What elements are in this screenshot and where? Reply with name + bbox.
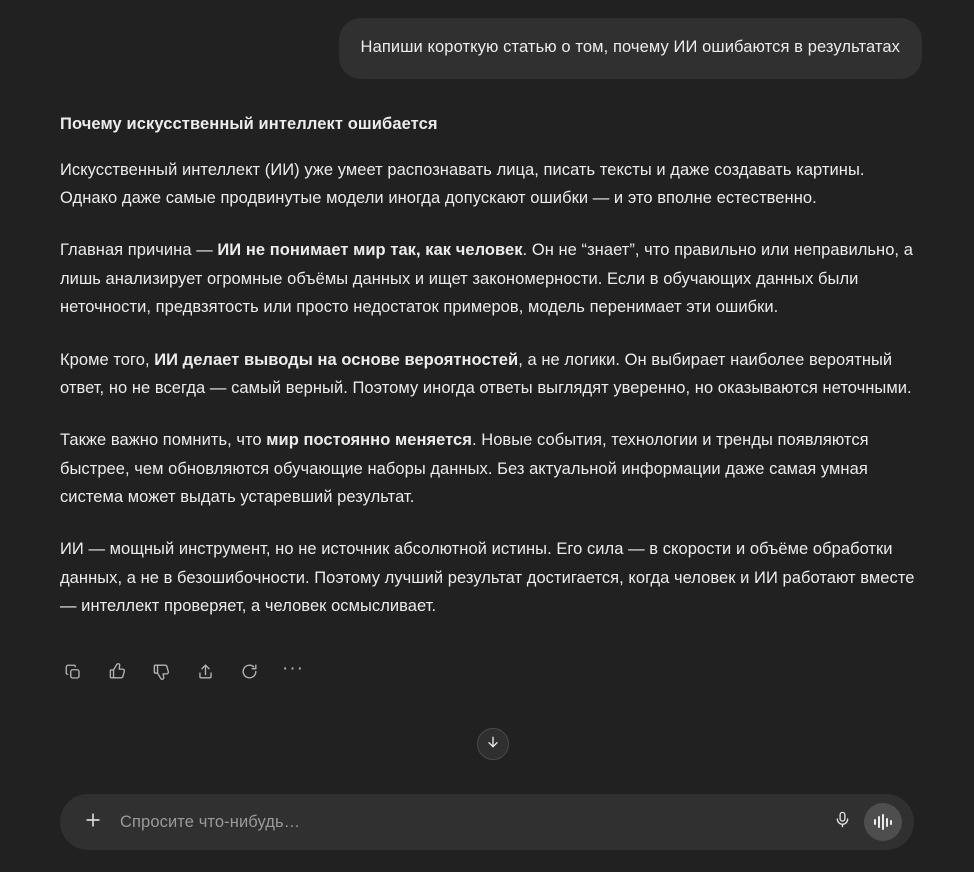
emphasis-text: ИИ не понимает мир так, как человек [217,241,523,260]
message-input[interactable] [108,813,826,832]
message-action-bar [0,645,974,685]
plus-icon [83,810,103,835]
share-button[interactable] [192,659,218,685]
more-options-icon: ··· [282,657,304,679]
thumbs-up-icon [108,662,127,681]
user-message-row [0,18,974,79]
assistant-paragraph [60,346,922,403]
assistant-paragraph [60,535,922,620]
assistant-paragraph [60,426,922,511]
body-text: Главная причина — [60,241,218,260]
attach-button[interactable] [78,807,108,837]
body-text: . Он не “знает”, что правильно или неправильно, а лишь анализирует огромные объёмы данных и ищет закономерности. Если в обучающих данных были неточности, предвзятость или просто недостаток примеров, модель перенимает эти ошибки. [60,241,913,317]
assistant-body [60,156,922,621]
voice-mode-icon [874,814,892,830]
body-text: Также важно помнить, что [60,431,267,450]
assistant-paragraph [60,156,922,213]
thumbs-down-icon [152,662,171,681]
regenerate-icon [240,662,259,681]
regenerate-button[interactable] [236,659,262,685]
assistant-paragraph [60,236,922,321]
thumbs-down-button[interactable] [148,659,174,685]
composer[interactable] [60,794,914,850]
body-text: , а не логики. Он выбирает наиболее вероятный ответ, но не всегда — самый верный. Поэтому иногда ответы выглядят уверенно, но оказываются неточными. [60,350,912,397]
composer-container [0,794,974,872]
assistant-message [0,79,974,621]
body-text: Искусственный интеллект (ИИ) уже умеет распознавать лица, писать тексты и даже создавать картины. Однако даже самые продвинутые модели иногда допускают ошибки — и это вполне естественно. [60,160,865,208]
microphone-button[interactable] [826,806,858,838]
body-text: . Новые события, технологии и тренды появляются быстрее, чем обновляются обучающие наборы данных. Без актуальной информации даже самая умная система может выдать устаревший результат. [60,431,869,507]
emphasis-text: ИИ делает выводы на основе вероятностей [154,350,519,369]
emphasis-text: мир постоянно меняется [266,431,472,450]
microphone-icon [833,810,852,834]
body-text: Кроме того, [60,350,155,369]
body-text: ИИ — мощный инструмент, но не источник абсолютной истины. Его сила — в скорости и объёме обработки данных, а не в безошибочности. Поэтому лучший результат достигается, когда человек и ИИ работают вместе — интеллект проверяет, а человек осмысливает. [60,540,915,616]
share-icon [196,662,215,681]
user-message-bubble: Напиши короткую статью о том, почему ИИ ошибаются в результатах [339,18,922,79]
copy-button[interactable] [60,659,86,685]
thumbs-up-button[interactable] [104,659,130,685]
arrow-down-icon [485,734,501,755]
more-options-button[interactable] [280,659,306,685]
assistant-heading: Почему искусственный интеллект ошибается [60,114,438,133]
copy-icon [64,663,82,681]
scroll-to-bottom-button[interactable] [477,728,509,760]
voice-mode-button[interactable] [864,803,902,841]
